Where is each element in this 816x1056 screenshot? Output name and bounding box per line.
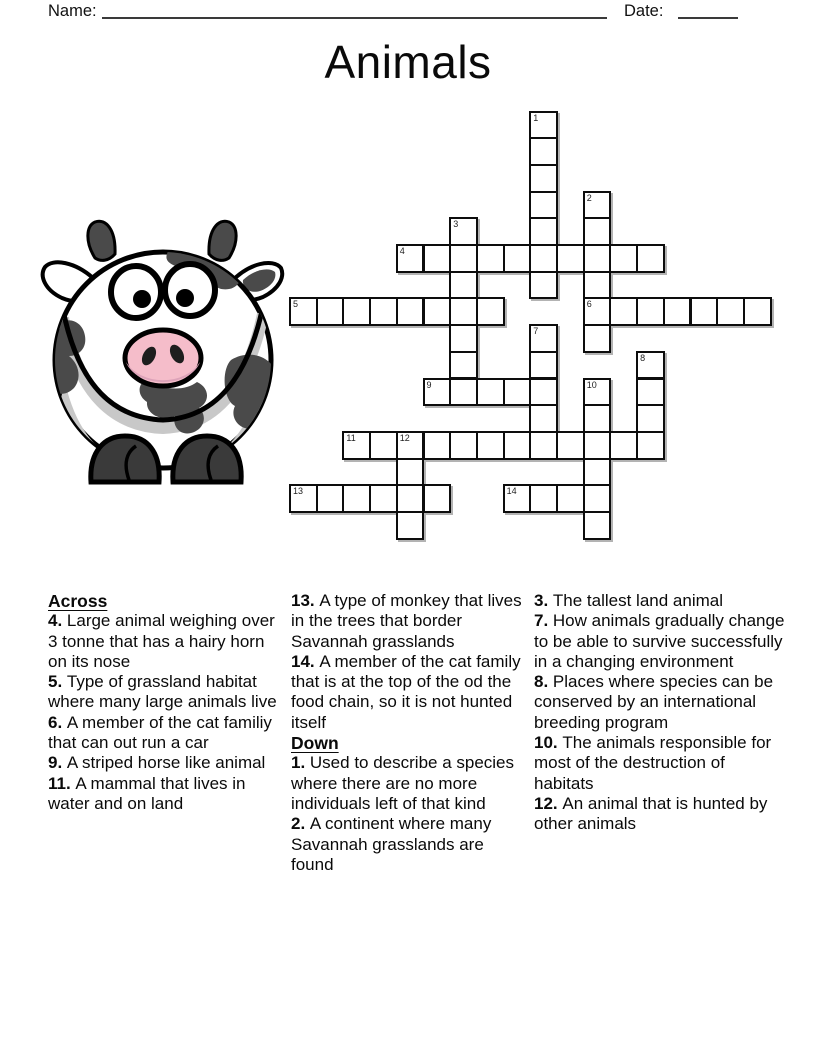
cell-number: 8 bbox=[640, 352, 646, 363]
grid-cell bbox=[449, 324, 478, 353]
grid-cell bbox=[529, 484, 558, 513]
grid-cell bbox=[609, 297, 638, 326]
grid-cell bbox=[529, 404, 558, 433]
grid-cell bbox=[449, 351, 478, 380]
grid-cell bbox=[716, 297, 745, 326]
cell-number: 4 bbox=[399, 246, 405, 256]
grid-cell bbox=[289, 297, 318, 326]
grid-cell bbox=[583, 458, 612, 487]
grid-cell bbox=[476, 378, 505, 407]
clues-column-1 bbox=[48, 591, 281, 814]
grid-cell bbox=[449, 217, 478, 246]
grid-cell bbox=[396, 431, 425, 460]
grid-cell bbox=[476, 244, 505, 273]
grid-cell bbox=[369, 431, 398, 460]
grid-cell bbox=[529, 137, 558, 166]
cell-number: 12 bbox=[399, 432, 410, 443]
grid-cell bbox=[529, 351, 558, 380]
grid-cell bbox=[476, 297, 505, 326]
cell-number: 9 bbox=[426, 379, 432, 390]
grid-cell bbox=[449, 271, 478, 300]
grid-cell bbox=[396, 297, 425, 326]
grid-cell bbox=[342, 484, 371, 513]
grid-cell bbox=[556, 484, 585, 513]
grid-cell bbox=[449, 378, 478, 407]
grid-cell bbox=[556, 244, 585, 273]
grid-cell bbox=[396, 484, 425, 513]
clue-1: 1. Used to describe a species where there are no more individuals left of that kind bbox=[291, 753, 515, 813]
grid-cell bbox=[583, 431, 612, 460]
grid-cell bbox=[529, 191, 558, 220]
cell-number: 14 bbox=[506, 486, 517, 497]
grid-cell bbox=[503, 431, 532, 460]
grid-cell bbox=[690, 297, 719, 326]
grid-cell bbox=[609, 244, 638, 273]
cell-number: 5 bbox=[293, 299, 299, 310]
grid-cell bbox=[583, 271, 612, 300]
clue-7: 7. How animals gradually change to be able to survive successfully in a changing environment bbox=[534, 611, 785, 671]
clue-3: 3. The tallest land animal bbox=[534, 591, 723, 610]
grid-cell bbox=[583, 244, 612, 273]
clues-column-2 bbox=[291, 591, 531, 875]
cell-number: 7 bbox=[533, 326, 539, 337]
across-heading: Across bbox=[48, 591, 108, 611]
grid-cell bbox=[423, 297, 452, 326]
cell-number: 3 bbox=[453, 219, 459, 230]
date-label: Date: bbox=[624, 2, 664, 20]
grid-cell bbox=[583, 324, 612, 353]
name-label: Name: bbox=[48, 2, 97, 20]
clue-8: 8. Places where species can be conserved by an international breeding program bbox=[534, 672, 774, 732]
clue-12: 12. An animal that is hunted by other animals bbox=[534, 793, 768, 834]
grid-cell bbox=[449, 244, 478, 273]
grid-cell bbox=[342, 297, 371, 326]
grid-cell bbox=[583, 484, 612, 513]
grid-cell bbox=[529, 431, 558, 460]
grid-cell bbox=[316, 484, 345, 513]
grid-cell bbox=[342, 431, 371, 460]
grid-cell bbox=[583, 511, 612, 540]
grid-cell bbox=[529, 378, 558, 407]
grid-cell bbox=[423, 431, 452, 460]
grid-cell bbox=[423, 378, 452, 407]
clue-9: 9. A striped horse like animal bbox=[48, 753, 266, 773]
clue-2: 2. A continent where many Savannah grasslands are found bbox=[291, 814, 492, 874]
grid-cell bbox=[369, 297, 398, 326]
clue-14: 14. A member of the cat family that is at the top of the od the food chain, so it is not hunted itself bbox=[291, 651, 521, 732]
cell-number: 10 bbox=[586, 379, 597, 390]
clue-6: 6. A member of the cat familiy that can out run a car bbox=[48, 712, 272, 753]
grid-cell bbox=[529, 217, 558, 246]
clue-11: 11. A mammal that lives in water and on land bbox=[48, 773, 246, 813]
grid-cell bbox=[636, 431, 665, 460]
grid-cell bbox=[449, 297, 478, 326]
cell-number: 13 bbox=[293, 486, 304, 497]
grid-cell bbox=[636, 297, 665, 326]
grid-cell bbox=[503, 244, 532, 273]
grid-cell bbox=[583, 378, 612, 407]
grid-cell bbox=[636, 244, 665, 273]
grid-cell bbox=[556, 431, 585, 460]
grid-cell bbox=[503, 378, 532, 407]
grid-cell bbox=[636, 351, 665, 380]
grid-cell bbox=[503, 484, 532, 513]
cell-number: 1 bbox=[533, 112, 539, 123]
grid-cell bbox=[529, 324, 558, 353]
grid-cell bbox=[529, 271, 558, 300]
cell-number: 11 bbox=[346, 432, 356, 443]
grid-cell bbox=[423, 244, 452, 273]
grid-cell bbox=[636, 378, 665, 407]
grid-cell bbox=[529, 111, 558, 140]
grid-cell bbox=[529, 164, 558, 193]
clue-5: 5. Type of grassland habitat where many large animals live bbox=[48, 672, 277, 712]
grid-cell bbox=[369, 484, 398, 513]
grid-cell bbox=[583, 217, 612, 246]
clues-column-3 bbox=[534, 591, 786, 835]
grid-cell bbox=[609, 431, 638, 460]
grid-cell bbox=[449, 431, 478, 460]
grid-cell bbox=[423, 484, 452, 513]
cell-number: 6 bbox=[586, 299, 592, 310]
grid-cell bbox=[289, 484, 318, 513]
grid-cell bbox=[529, 244, 558, 273]
grid-cell bbox=[583, 297, 612, 326]
grid-cell bbox=[663, 297, 692, 326]
grid-cell bbox=[396, 458, 425, 487]
grid-cell bbox=[396, 244, 425, 273]
cell-number: 2 bbox=[586, 192, 592, 203]
grid-cell bbox=[476, 431, 505, 460]
clue-4: 4. Large animal weighing over 3 tonne that has a hairy horn on its nose bbox=[48, 611, 275, 671]
clue-10: 10. The animals responsible for most of the destruction of habitats bbox=[534, 733, 772, 793]
grid-cell bbox=[583, 404, 612, 433]
grid-cell bbox=[396, 511, 425, 540]
grid-cell bbox=[743, 297, 772, 326]
clue-13: 13. A type of monkey that lives in the trees that border Savannah grasslands bbox=[291, 591, 522, 651]
grid-cell bbox=[583, 191, 612, 220]
page-title: Animals bbox=[324, 36, 492, 88]
grid-cell bbox=[316, 297, 345, 326]
grid-cell bbox=[636, 404, 665, 433]
down-heading: Down bbox=[291, 733, 339, 754]
